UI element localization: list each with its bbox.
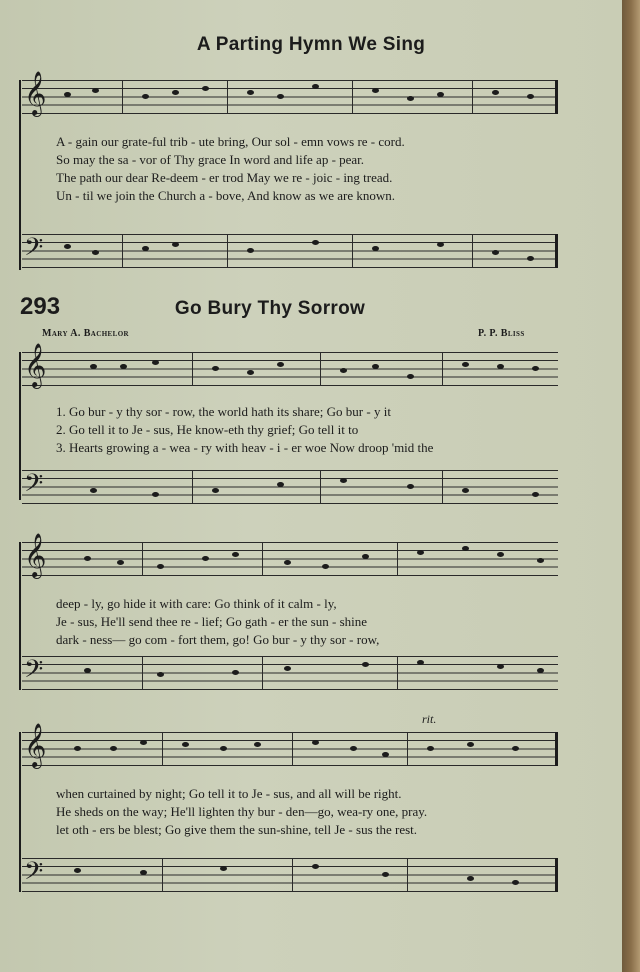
system2-bass-staff: [22, 656, 558, 690]
system-brace: [19, 732, 21, 892]
hymn1-title: A Parting Hymn We Sing: [196, 34, 426, 55]
composer-credit: P. P. Bliss: [478, 328, 525, 339]
hymn1-bass-staff: [22, 234, 558, 268]
system1-treble-staff: [22, 343, 558, 387]
treble-clef-icon: 𝄞: [24, 723, 47, 767]
book-spine: [622, 0, 640, 972]
hymn-number: 293: [20, 293, 61, 320]
hymn1-treble-staff: [22, 71, 558, 115]
system-brace: [19, 352, 21, 500]
system-brace: [19, 80, 21, 270]
system3-treble-staff: [22, 723, 558, 767]
hymn2-title: Go Bury Thy Sorrow: [174, 298, 366, 319]
system2-treble-staff: [22, 533, 558, 577]
system-brace: [19, 542, 21, 690]
treble-clef-icon: 𝄞: [24, 343, 47, 387]
treble-clef-icon: 𝄞: [24, 71, 47, 115]
bass-clef-icon: 𝄢: [24, 857, 44, 892]
tempo-mark: rit.: [422, 712, 437, 726]
treble-clef-icon: 𝄞: [24, 533, 47, 577]
author-credit: Mary A. Bachelor: [42, 328, 129, 339]
bass-clef-icon: 𝄢: [24, 233, 44, 268]
hymnal-page: A Parting Hymn We Sing 𝄞 A - gain our grate-ful trib - ute bring, Our sol - emn vows re - cord. So may the sa - vor of Thy grace In word and life ap - pear. The path our dear Re-deem - er trod May we re - joic - ing tread. Un - til we join the Church a - bove, And know as we are known. 𝄢 293 Go Bury Thy Sorrow Mary A. Bachelor P. P. Bliss 𝄞 1. Go bur - y thy sor - row, the world hath its share; Go bur - y it 2. Go tell it to Je - sus, He know-eth thy grief; Go tell it to 3. Hearts growing a - wea - ry with heav - i - er woe Now droop 'mid the 𝄢 𝄞 deep - ly, go hide it with care: Go think of it calm - ly, Je - sus, He'll send thee re - lief; Go gath - er the sun - shine dark - ness— go com - fort them, go! Go bur - y thy sor - row, 𝄢 rit. 𝄞 when curtained by night; Go tell it to Je - sus, and all will be right. He sheds on the way; He'll lighten thy bur - den—go, wea-ry one, pray. let oth - ers be blest; Go give them the sun-shine, tell Je - sus the rest. 𝄢: [0, 0, 622, 972]
bass-clef-icon: 𝄢: [24, 655, 44, 690]
bass-clef-icon: 𝄢: [24, 469, 44, 504]
system3-bass-staff: [22, 858, 558, 892]
system1-bass-staff: [22, 470, 558, 504]
